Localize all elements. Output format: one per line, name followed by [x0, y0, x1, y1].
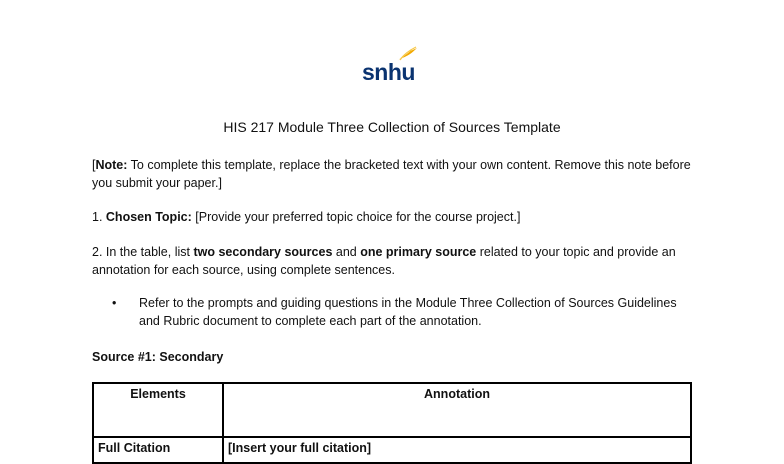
chosen-topic-paragraph: [92, 208, 702, 226]
note-paragraph: [92, 156, 702, 192]
note-label: Note:: [95, 158, 128, 172]
bullet-text: Refer to the prompts and guiding questions in the Module Three Collection of Sources Guidelines and Rubric document to complete each part of the annotation.: [139, 296, 677, 328]
header-annotation: Annotation: [223, 383, 691, 437]
snhu-logo: [362, 46, 422, 86]
cell-element: Full Citation: [93, 437, 223, 463]
instruction-part-2: and: [332, 245, 361, 259]
instruction-bold-1: two secondary sources: [193, 245, 333, 259]
logo-wordmark: snhu: [362, 59, 415, 85]
table-instruction-paragraph: [92, 243, 702, 279]
topic-prefix: 1.: [92, 210, 106, 224]
instruction-part-1: 2. In the table, list: [92, 245, 194, 259]
document-title: HIS 217 Module Three Collection of Sources Template: [223, 119, 561, 135]
bullet-icon: •: [112, 296, 117, 310]
table-header-row: [93, 383, 691, 437]
cell-annotation[interactable]: [Insert your full citation]: [223, 437, 691, 463]
instruction-bold-2: one primary source: [360, 245, 477, 259]
instruction-part-3: related to your topic and provide an annotation for each source, using complete sentences.: [92, 245, 676, 277]
source-table: [92, 382, 692, 464]
topic-label: Chosen Topic:: [105, 210, 192, 224]
note-text: To complete this template, replace the bracketed text with your own content. Remove this note before you submit your paper.]: [92, 158, 691, 190]
source-heading: Source #1: Secondary: [92, 350, 224, 364]
header-elements: Elements: [93, 383, 223, 437]
note-bracket: [: [92, 158, 96, 172]
topic-placeholder: [Provide your preferred topic choice for the course project.]: [191, 210, 521, 224]
